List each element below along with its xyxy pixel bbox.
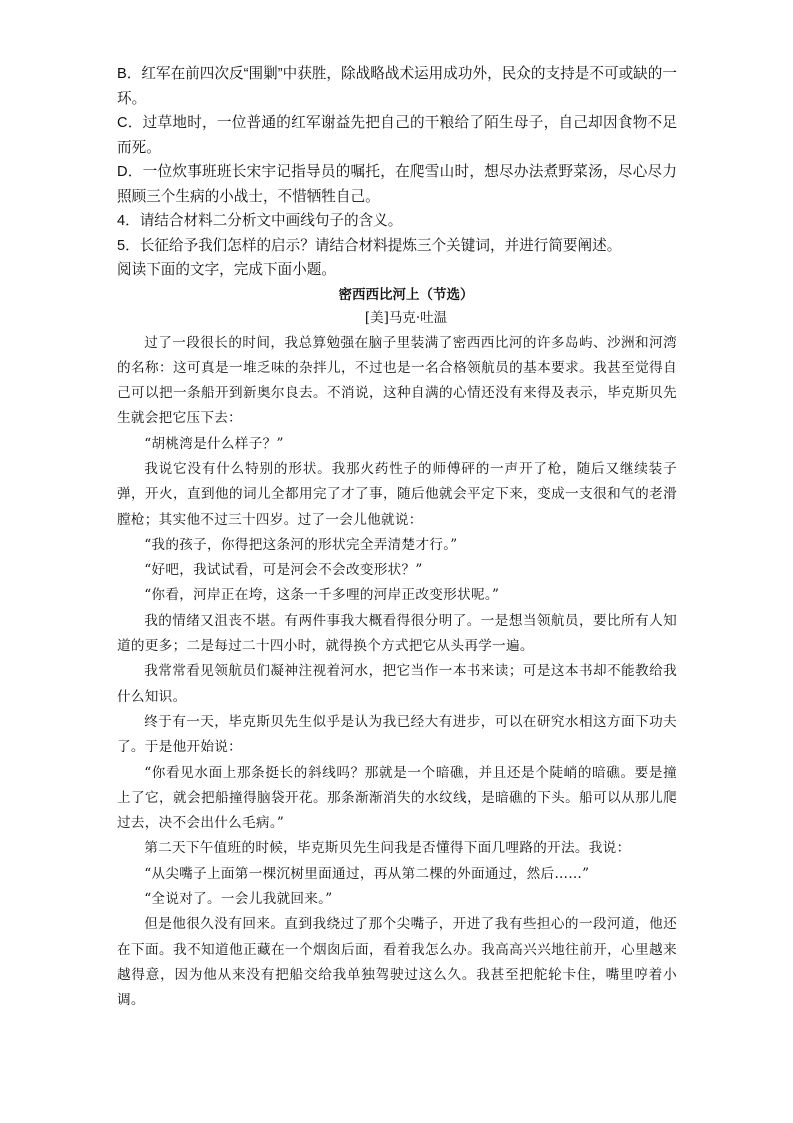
option-d: D．一位炊事班班长宋宇记指导员的嘱托，在爬雪山时，想尽办法煮野菜汤，尽心尽力照顾三个生病的小战士，不惜牺牲自己。 xyxy=(117,164,677,205)
option-b: B．红军在前四次反“围剿”中获胜，除战略战术运用成功外，民众的支持是不可或缺的一环。 xyxy=(117,66,677,107)
article-paragraph: 我说它没有什么特别的形状。我那火药性子的师傅砰的一声开了枪，随后又继续装子弹，开火，直到他的词儿全都用完了才了事，随后他就会平定下来，变成一支很和气的老滑膛枪；其实他不过三十四岁。过了一会儿他就说： xyxy=(117,460,677,528)
article-paragraph: 我的情绪又沮丧不堪。有两件事我大概看得很分明了。一是想当领航员，要比所有人知道的更多；二是每过二十四小时，就得换个方式把它从头再学一遍。 xyxy=(117,612,677,655)
article-paragraph: 终于有一天，毕克斯贝先生似乎是认为我已经大有进步，可以在研究水相这方面下功夫了。于是他开始说： xyxy=(117,713,677,756)
question-4: 4．请结合材料二分析文中画线句子的含义。 xyxy=(117,213,403,229)
article-paragraph: “你看见水面上那条挺长的斜线吗？那就是一个暗礁，并且还是个陡峭的暗礁。要是撞上了它，就会把船撞得脑袋开花。那条渐渐消失的水纹线，是暗礁的下头。船可以从那儿爬过去，决不会出什么毛病。” xyxy=(117,764,677,832)
article-body xyxy=(117,331,677,1014)
article-paragraph: “好吧，我试试看，可是河会不会改变形状？” xyxy=(144,562,423,579)
article-paragraph: “全说对了。一会儿我就回来。” xyxy=(144,891,333,908)
article-author: [美]马克·吐温 xyxy=(364,309,448,326)
article-title: 密西西比河上（节选） xyxy=(338,286,474,303)
article-paragraph: 但是他很久没有回来。直到我绕过了那个尖嘴子，开进了我有些担心的一段河道，他还在下面。我不知道他正藏在一个烟囱后面，看着我怎么办。我高高兴兴地往前开，心里越来越得意，因为他从来没有把船交给我单独驾驶过这么久。我甚至把舵轮卡住，嘴里哼着小调。 xyxy=(117,916,677,1009)
article-paragraph: “我的孩子，你得把这条河的形状完全弄清楚才行。” xyxy=(144,536,458,553)
article-paragraph: “胡桃湾是什么样子？” xyxy=(144,435,284,452)
article-paragraph: 我常常看见领航员们凝神注视着河水，把它当作一本书来读；可是这本书却不能教给我什么知识。 xyxy=(117,663,677,705)
question-5: 5．长征给予我们怎样的启示？请结合材料提炼三个关键词，并进行简要阐述。 xyxy=(117,237,622,254)
article-paragraph: “从尖嘴子上面第一棵沉树里面通过，再从第二棵的外面通过，然后……” xyxy=(144,865,590,882)
article-paragraph: 过了一段很长的时间，我总算勉强在脑子里装满了密西西比河的许多岛屿、沙洲和河湾的名称：这可真是一堆乏味的杂拌儿，不过也是一名合格领航员的基本要求。我甚至觉得自己可以把一条船开到新奥尔良去。不消说，这种自满的心情还没有来得及表示，毕克斯贝先生就会把它压下去： xyxy=(117,334,677,427)
option-c: C．过草地时，一位普通的红军谢益先把自己的干粮给了陌生母子，自己却因食物不足而死。 xyxy=(117,115,677,156)
article-paragraph: 第二天下午值班的时候，毕克斯贝先生问我是否懂得下面几哩路的开法。我说： xyxy=(144,840,631,857)
article-paragraph: “你看，河岸正在垮，这条一千多哩的河岸正改变形状呢。” xyxy=(144,587,500,604)
document-page xyxy=(117,62,677,1014)
reading-instruction: 阅读下面的文字，完成下面小题。 xyxy=(117,262,336,278)
